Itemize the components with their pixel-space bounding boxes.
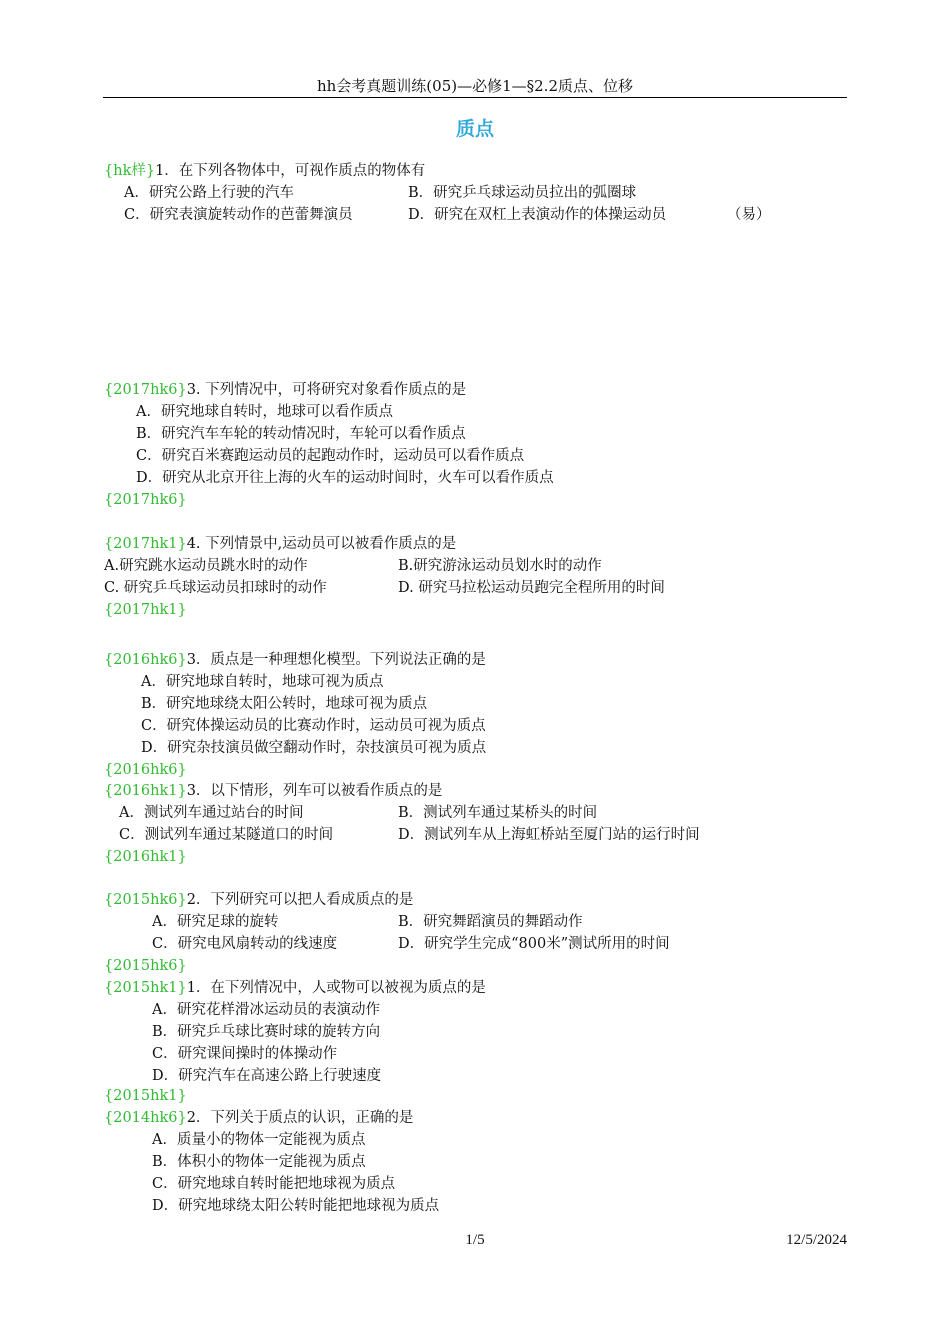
question-stem: 4. 下列情景中,运动员可以被看作质点的是 (186, 536, 457, 552)
source-tag: {2016hk1} (104, 783, 187, 799)
source-tag: {2016hk6} (104, 652, 187, 668)
source-end-tag: {2015hk1} (104, 1088, 187, 1104)
question-2-option-c: C．研究百米赛跑运动员的起跑动作时，运动员可以看作质点 (136, 448, 525, 464)
question-7-option-a: A．研究花样滑冰运动员的表演动作 (152, 1002, 380, 1018)
question-1-option-c: C．研究表演旋转动作的芭蕾舞演员 (124, 207, 353, 223)
question-4-option-d: D．研究杂技演员做空翻动作时，杂技演员可视为质点 (141, 740, 487, 756)
question-1-stem-line (104, 161, 425, 183)
question-5-option-b: B．测试列车通过某桥头的时间 (398, 805, 598, 821)
question-4-stem-line (104, 650, 486, 672)
section-title: 质点 (455, 118, 494, 140)
question-stem: 1．在下列情况中，人或物可以被视为质点的是 (186, 980, 486, 996)
question-7-option-b: B．研究乒乓球比赛时球的旋转方向 (152, 1024, 381, 1040)
question-3-stem-line (104, 534, 456, 556)
source-tag: {2014hk6} (104, 1110, 187, 1126)
question-2-option-b: B．研究汽车车轮的转动情况时，车轮可以看作质点 (136, 426, 466, 442)
question-2-stem-line (104, 380, 466, 402)
question-3-option-c: C. 研究乒乓球运动员扣球时的动作 (104, 580, 327, 596)
question-3-option-a: A.研究跳水运动员跳水时的动作 (104, 558, 308, 574)
source-end-tag: {2017hk1} (104, 602, 187, 618)
question-1-option-d: D．研究在双杠上表演动作的体操运动员 (408, 207, 667, 223)
question-5-option-d: D．测试列车从上海虹桥站至厦门站的运行时间 (398, 827, 700, 843)
question-5-option-c: C．测试列车通过某隧道口的时间 (119, 827, 334, 843)
question-4-option-a: A．研究地球自转时，地球可视为质点 (141, 674, 384, 690)
question-6-option-b: B．研究舞蹈演员的舞蹈动作 (398, 914, 583, 930)
question-7-option-c: C．研究课间操时的体操动作 (152, 1046, 338, 1062)
header-rule (103, 97, 847, 98)
question-1-option-b: B．研究乒乓球运动员拉出的弧圈球 (408, 185, 637, 201)
question-8-stem-line (104, 1108, 413, 1130)
question-3-option-b: B.研究游泳运动员划水时的动作 (398, 558, 602, 574)
question-2-option-a: A．研究地球自转时，地球可以看作质点 (136, 404, 393, 420)
question-7-option-d: D．研究汽车在高速公路上行驶速度 (152, 1068, 382, 1084)
question-7-stem-line (104, 978, 486, 1000)
question-5-stem-line (104, 781, 442, 803)
source-end-tag: {2017hk6} (104, 492, 187, 508)
question-6-option-c: C．研究电风扇转动的线速度 (152, 936, 338, 952)
question-stem: 2．下列研究可以把人看成质点的是 (186, 892, 414, 908)
question-8-option-c: C．研究地球自转时能把地球视为质点 (152, 1176, 396, 1192)
source-tag: {2015hk1} (104, 980, 187, 996)
question-stem: 3．以下情形，列车可以被看作质点的是 (186, 783, 443, 799)
question-6-option-a: A．研究足球的旋转 (152, 914, 279, 930)
question-8-option-d: D．研究地球绕太阳公转时能把地球视为质点 (152, 1198, 440, 1214)
source-end-tag: {2016hk1} (104, 849, 187, 865)
question-stem: 1．在下列各物体中，可视作质点的物体有 (155, 163, 426, 179)
question-3-option-d: D. 研究马拉松运动员跑完全程所用的时间 (398, 580, 665, 596)
question-4-option-b: B．研究地球绕太阳公转时，地球可视为质点 (141, 696, 428, 712)
question-stem: 2．下列关于质点的认识，正确的是 (186, 1110, 414, 1126)
source-tag: {2017hk6} (104, 382, 187, 398)
question-stem: 3．质点是一种理想化模型。下列说法正确的是 (186, 652, 486, 668)
source-tag: {hk样} (104, 163, 156, 179)
question-2-option-d: D．研究从北京开往上海的火车的运动时间时，火车可以看作质点 (136, 470, 554, 486)
question-8-option-a: A．质量小的物体一定能视为质点 (152, 1132, 366, 1148)
footer-date: 12/5/2024 (786, 1232, 847, 1248)
page-header: hh会考真题训练(05)—必修1—§2.2质点、位移 (316, 77, 633, 95)
page-number: 1/5 (465, 1232, 485, 1248)
question-stem: 3. 下列情况中，可将研究对象看作质点的是 (186, 382, 467, 398)
question-1-option-a: A．研究公路上行驶的汽车 (124, 185, 294, 201)
difficulty-label: （易） (727, 207, 771, 223)
question-4-option-c: C．研究体操运动员的比赛动作时，运动员可视为质点 (141, 718, 486, 734)
source-tag: {2015hk6} (104, 892, 187, 908)
source-tag: {2017hk1} (104, 536, 187, 552)
question-8-option-b: B．体积小的物体一定能视为质点 (152, 1154, 366, 1170)
question-6-option-d: D．研究学生完成“800米”测试所用的时间 (398, 936, 670, 952)
source-end-tag: {2016hk6} (104, 762, 187, 778)
question-6-stem-line (104, 890, 413, 912)
question-5-option-a: A．测试列车通过站台的时间 (119, 805, 304, 821)
source-end-tag: {2015hk6} (104, 958, 187, 974)
